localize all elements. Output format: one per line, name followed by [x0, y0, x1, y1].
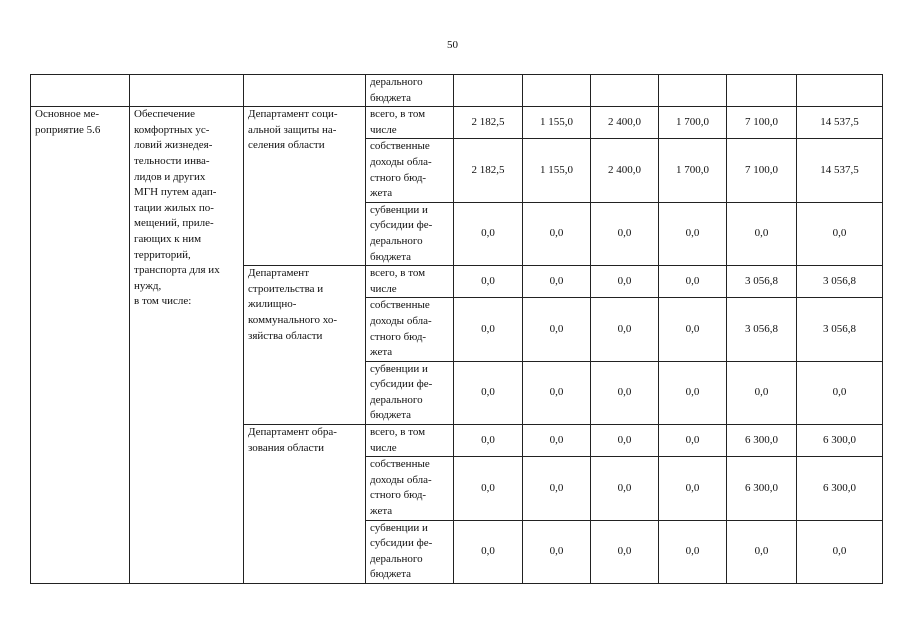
empty-cell — [454, 75, 523, 107]
value-cell: 0,0 — [523, 266, 591, 298]
value-cell: 0,0 — [659, 298, 727, 361]
page-number: 50 — [447, 39, 458, 51]
funding-source-cell — [366, 107, 454, 139]
measure-description-cell — [130, 107, 244, 584]
value-cell: 0,0 — [659, 425, 727, 457]
value-cell: 0,0 — [454, 361, 523, 424]
value-cell: 3 056,8 — [797, 266, 883, 298]
value-cell: 0,0 — [727, 520, 797, 583]
budget-table — [30, 74, 883, 584]
funding-source-text: собственные доходы обла- стного бюд- жета — [370, 458, 432, 518]
value-cell: 3 056,8 — [797, 298, 883, 361]
continuation-row — [31, 75, 883, 107]
funding-source-cell — [366, 361, 454, 424]
measure-description-text: Обеспечение комфортных ус- ловий жизнедея- тельности инва- лидов и других МГН путем адап- тации жилых по- мещений, прилe- гающих к ним территорий, транспорта для их нужд, в том числе: — [134, 108, 220, 308]
empty-cell — [659, 75, 727, 107]
value-cell: 6 300,0 — [797, 457, 883, 520]
value-cell: 0,0 — [659, 520, 727, 583]
value-cell: 0,0 — [591, 266, 659, 298]
empty-cell — [523, 75, 591, 107]
table-body — [31, 75, 883, 584]
funding-source-text: субвенции и субсидии фе- дерального бюджета — [370, 521, 433, 581]
value-cell: 7 100,0 — [727, 139, 797, 202]
value-cell: 0,0 — [659, 266, 727, 298]
value-cell: 1 700,0 — [659, 107, 727, 139]
value-cell: 0,0 — [591, 425, 659, 457]
table-row — [31, 107, 883, 139]
value-cell: 0,0 — [454, 266, 523, 298]
value-cell: 1 155,0 — [523, 139, 591, 202]
empty-cell — [727, 75, 797, 107]
value-cell: 1 155,0 — [523, 107, 591, 139]
empty-cell — [130, 75, 244, 107]
funding-source-text: субвенции и субсидии фе- дерального бюджета — [370, 362, 433, 422]
department-cell — [244, 425, 366, 584]
value-cell: 0,0 — [797, 202, 883, 265]
value-cell: 0,0 — [591, 202, 659, 265]
value-cell: 2 400,0 — [591, 139, 659, 202]
value-cell: 1 700,0 — [659, 139, 727, 202]
value-cell: 0,0 — [727, 202, 797, 265]
funding-source-cell — [366, 202, 454, 265]
value-cell: 0,0 — [454, 298, 523, 361]
funding-source-cell — [366, 139, 454, 202]
value-cell: 0,0 — [523, 298, 591, 361]
funding-source-text: собственные доходы обла- стного бюд- жета — [370, 140, 432, 200]
value-cell: 0,0 — [454, 202, 523, 265]
funding-source-cell — [366, 266, 454, 298]
funding-source-text: всего, в том числе — [370, 108, 426, 136]
value-cell: 0,0 — [659, 457, 727, 520]
value-cell: 3 056,8 — [727, 298, 797, 361]
funding-source-cell — [366, 425, 454, 457]
value-cell: 6 300,0 — [797, 425, 883, 457]
value-cell: 0,0 — [659, 202, 727, 265]
funding-source-text: собственные доходы обла- стного бюд- жета — [370, 299, 432, 359]
funding-source-cell — [366, 298, 454, 361]
value-cell: 0,0 — [659, 361, 727, 424]
department-cell — [244, 107, 366, 266]
value-cell: 0,0 — [591, 520, 659, 583]
empty-cell — [797, 75, 883, 107]
value-cell: 6 300,0 — [727, 457, 797, 520]
value-cell: 2 400,0 — [591, 107, 659, 139]
value-cell: 2 182,5 — [454, 139, 523, 202]
department-text: Департамент соци- альной защиты на- селения области — [248, 108, 338, 152]
value-cell: 0,0 — [454, 457, 523, 520]
department-cell — [244, 266, 366, 425]
funding-source-text: дерального бюджета — [370, 76, 423, 104]
measure-name-text: Основное ме- роприятие 5.6 — [35, 108, 101, 136]
value-cell: 0,0 — [591, 457, 659, 520]
department-text: Департамент обра- зования области — [248, 426, 337, 454]
value-cell: 0,0 — [727, 361, 797, 424]
value-cell: 6 300,0 — [727, 425, 797, 457]
empty-cell — [31, 75, 130, 107]
value-cell: 0,0 — [591, 298, 659, 361]
value-cell: 0,0 — [523, 361, 591, 424]
value-cell: 0,0 — [454, 425, 523, 457]
funding-source-cell — [366, 520, 454, 583]
department-text: Департамент строительства и жилищно- коммунального хо- зяйства области — [248, 267, 337, 342]
empty-cell — [591, 75, 659, 107]
value-cell: 0,0 — [454, 520, 523, 583]
measure-name-cell — [31, 107, 130, 584]
funding-source-text: всего, в том числе — [370, 267, 426, 295]
funding-source-cell — [366, 75, 454, 107]
value-cell: 2 182,5 — [454, 107, 523, 139]
value-cell: 0,0 — [797, 361, 883, 424]
value-cell: 7 100,0 — [727, 107, 797, 139]
value-cell: 0,0 — [523, 457, 591, 520]
value-cell: 0,0 — [591, 361, 659, 424]
value-cell: 14 537,5 — [797, 107, 883, 139]
value-cell: 0,0 — [523, 202, 591, 265]
funding-source-text: всего, в том числе — [370, 426, 426, 454]
value-cell: 14 537,5 — [797, 139, 883, 202]
empty-cell — [244, 75, 366, 107]
funding-source-cell — [366, 457, 454, 520]
value-cell: 0,0 — [523, 520, 591, 583]
value-cell: 3 056,8 — [727, 266, 797, 298]
value-cell: 0,0 — [797, 520, 883, 583]
value-cell: 0,0 — [523, 425, 591, 457]
funding-source-text: субвенции и субсидии фе- дерального бюджета — [370, 203, 433, 263]
